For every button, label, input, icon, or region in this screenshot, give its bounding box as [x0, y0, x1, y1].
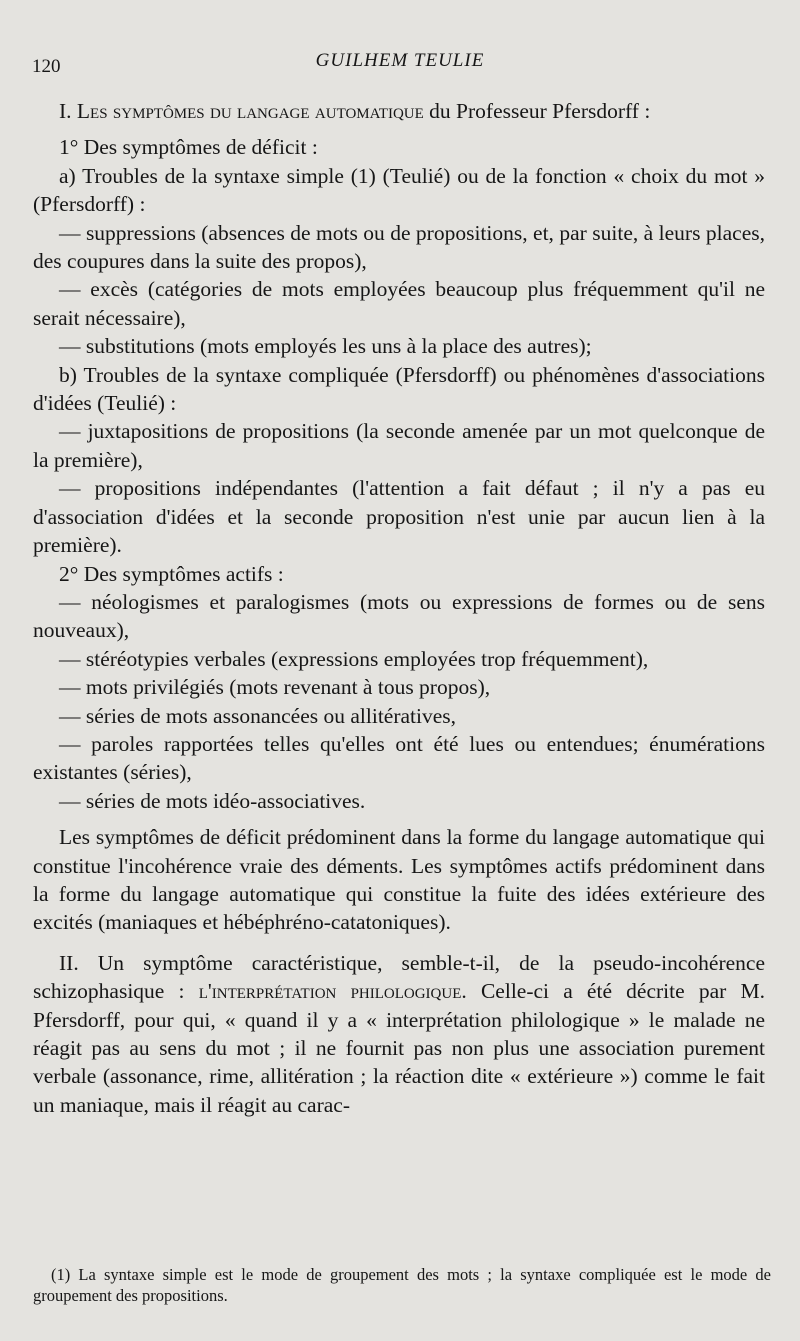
list-item-neologismes: — néologismes et paralogismes (mots ou expressions de formes ou de sens nouveaux), — [33, 589, 765, 643]
list-item-stereotypies: — stéréotypies verbales (expressions employées trop fréquemment), — [59, 646, 649, 671]
list-item-juxtapositions: — juxtapositions de propositions (la seconde amenée par un mot quelconque de la première), — [33, 419, 765, 472]
footnote-1: (1) La syntaxe simple est le mode de groupement des mots ; la syntaxe compliquée est le mode de groupement des propositions. — [33, 1265, 771, 1305]
section-2-term: l'interprétation philologique. — [198, 979, 467, 1004]
subsection-deficit: 1° Des symptômes de déficit : — [59, 135, 318, 160]
running-title: GUILHEM TEULIE — [315, 50, 485, 71]
list-item-propositions: — propositions indépendantes (l'attention a fait défaut ; il n'y a pas eu d'association d'idées et la seconde proposition n'est unie par aucun lien à la première). — [33, 476, 765, 558]
list-item-mots-privilegies: — mots privilégiés (mots revenant à tous propos), — [59, 675, 491, 700]
paragraph-conclusion: Les symptômes de déficit prédominent dans la forme du langage automatique qui constitue l'incohérence vraie des déments. Les symptômes actifs prédominent dans la forme du langage automatique qui constitue la fuite des idées extérieure des excités (maniaques et hébéphréno-catatoniques). — [33, 825, 765, 935]
subsection-actifs: 2° Des symptômes actifs : — [59, 561, 284, 586]
list-item-series-assonancees: — séries de mots assonancées ou allitératives, — [59, 703, 457, 728]
section-heading-1 — [33, 97, 765, 125]
section-2-intro: II. Un symptôme caractéristique, semble-t-il, de la pseudo-incohérence schizophasique : — [33, 950, 765, 1004]
list-item-exces: — excès (catégories de mots employées beaucoup plus fréquemment qu'il ne serait nécessaire), — [33, 277, 765, 330]
list-item-series-ideo: — séries de mots idéo-associatives. — [59, 788, 366, 813]
page-number: 120 — [32, 56, 61, 77]
section-title-rest: du Professeur Pfersdorff : — [423, 99, 651, 123]
list-item-substitutions: — substitutions (mots employés les uns à la place des autres); — [59, 334, 592, 359]
section-number: I. — [59, 99, 77, 123]
list-item-paroles-rapportees: — paroles rapportées telles qu'elles ont été lues ou entendues; énumérations existantes (séries), — [33, 731, 765, 785]
section-heading-2 — [33, 949, 765, 1119]
section-title: Les symptômes du langage automatique — [76, 99, 424, 123]
paragraph-syntax-simple: a) Troubles de la syntaxe simple (1) (Teulié) ou de la fonction « choix du mot » (Pfersdorff) : — [33, 163, 765, 217]
footnotes — [33, 1264, 771, 1306]
list-item-suppressions: — suppressions (absences de mots ou de propositions, et, par suite, à leurs places, des coupures dans la suite des propos), — [33, 220, 765, 274]
paragraph-syntax-compliquee: b) Troubles de la syntaxe compliquée (Pfersdorff) ou phénomènes d'associations d'idées (Teulié) : — [33, 362, 765, 416]
main-text — [33, 97, 765, 1119]
section-2-text: Celle-ci a été décrite par M. Pfersdorff, pour qui, « quand il y a « interprétation philologique » le malade ne réagit pas au sens du mot ; il ne fournit pas non plus une association purement verbale (assonance, rime, allitération ; la réaction dite « extérieure ») comme le fait un maniaque, mais il réagit au carac- — [33, 979, 765, 1117]
page-header — [32, 50, 768, 78]
